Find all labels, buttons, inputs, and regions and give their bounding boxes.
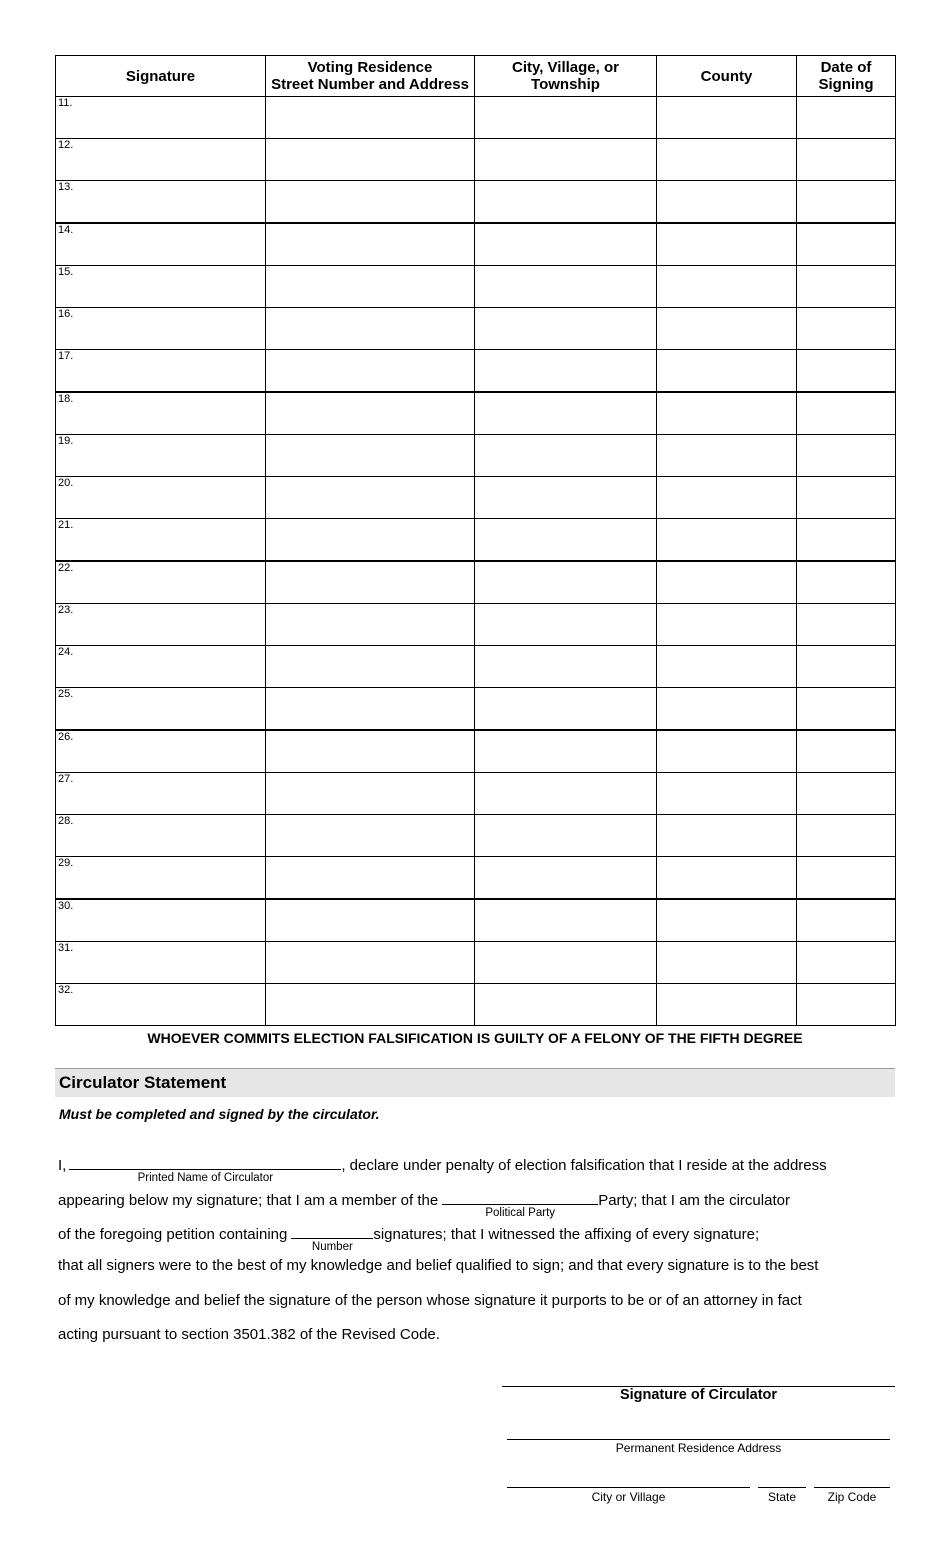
- table-row: [56, 773, 896, 815]
- city-cell[interactable]: [475, 97, 657, 139]
- row-number: 26.: [58, 731, 74, 743]
- table-row: [56, 139, 896, 181]
- signature-cell[interactable]: [56, 477, 266, 519]
- date-cell[interactable]: [797, 97, 896, 139]
- signature-cell[interactable]: [56, 97, 266, 139]
- county-cell[interactable]: [657, 308, 797, 350]
- circulator-section-title: Circulator Statement: [59, 1073, 227, 1092]
- table-row: [56, 181, 896, 224]
- signature-cell[interactable]: [56, 435, 266, 477]
- signature-cell[interactable]: [56, 857, 266, 900]
- county-cell[interactable]: [657, 392, 797, 435]
- signature-cell[interactable]: [56, 984, 266, 1026]
- header-signature: Signature: [56, 56, 266, 97]
- row-number: 17.: [58, 350, 74, 362]
- date-cell[interactable]: [797, 646, 896, 688]
- city-cell[interactable]: [475, 604, 657, 646]
- date-cell[interactable]: [797, 984, 896, 1026]
- city-cell[interactable]: [475, 350, 657, 393]
- residence-address-line[interactable]: [507, 1439, 890, 1440]
- political-party-caption: Political Party: [485, 1207, 556, 1219]
- date-cell[interactable]: [797, 519, 896, 562]
- county-cell[interactable]: [657, 604, 797, 646]
- statement-line-3: of the foregoing petition containing Number signatures; that I witnessed the affixing of every signature;: [58, 1221, 759, 1245]
- county-cell[interactable]: [657, 477, 797, 519]
- city-cell[interactable]: [475, 984, 657, 1026]
- address-cell[interactable]: [266, 899, 475, 942]
- address-cell[interactable]: [266, 730, 475, 773]
- signature-cell[interactable]: [56, 646, 266, 688]
- printed-name-caption: Printed Name of Circulator: [137, 1172, 274, 1184]
- signature-cell[interactable]: [56, 942, 266, 984]
- city-cell[interactable]: [475, 899, 657, 942]
- signature-cell[interactable]: [56, 730, 266, 773]
- date-cell[interactable]: [797, 730, 896, 773]
- address-cell[interactable]: [266, 181, 475, 224]
- row-number: 14.: [58, 224, 74, 236]
- address-cell[interactable]: [266, 139, 475, 181]
- date-cell[interactable]: [797, 604, 896, 646]
- header-voting-residence: Voting Residence Street Number and Address: [266, 56, 475, 97]
- county-cell[interactable]: [657, 942, 797, 984]
- date-cell[interactable]: [797, 139, 896, 181]
- table-row: [56, 308, 896, 350]
- city-cell[interactable]: [475, 646, 657, 688]
- row-number: 27.: [58, 773, 74, 785]
- table-header-row: [56, 56, 896, 97]
- address-cell[interactable]: [266, 773, 475, 815]
- address-cell[interactable]: [266, 435, 475, 477]
- signature-cell[interactable]: [56, 688, 266, 731]
- row-number: 24.: [58, 646, 74, 658]
- header-county: County: [657, 56, 797, 97]
- county-cell[interactable]: [657, 688, 797, 731]
- city-cell[interactable]: [475, 857, 657, 900]
- row-number: 29.: [58, 857, 74, 869]
- row-number: 32.: [58, 984, 74, 996]
- signature-table: [55, 55, 896, 1026]
- row-number: 23.: [58, 604, 74, 616]
- row-number: 20.: [58, 477, 74, 489]
- statement-line-5: of my knowledge and belief the signature of the person whose signature it purports to be or of an attorney in fact: [58, 1292, 802, 1309]
- date-cell[interactable]: [797, 561, 896, 604]
- table-row: [56, 350, 896, 393]
- table-row: [56, 477, 896, 519]
- date-cell[interactable]: [797, 392, 896, 435]
- zip-code-line[interactable]: [814, 1487, 890, 1488]
- row-number: 11.: [58, 97, 73, 109]
- address-cell[interactable]: [266, 350, 475, 393]
- date-cell[interactable]: [797, 223, 896, 266]
- city-cell[interactable]: [475, 181, 657, 224]
- county-cell[interactable]: [657, 519, 797, 562]
- city-cell[interactable]: [475, 815, 657, 857]
- residence-address-label: Permanent Residence Address: [615, 1441, 782, 1455]
- date-cell[interactable]: [797, 688, 896, 731]
- state-label: State: [767, 1490, 797, 1504]
- row-number: 30.: [58, 900, 74, 912]
- city-cell[interactable]: [475, 773, 657, 815]
- table-row: [56, 223, 896, 266]
- date-cell[interactable]: [797, 435, 896, 477]
- county-cell[interactable]: [657, 181, 797, 224]
- signature-cell[interactable]: [56, 773, 266, 815]
- table-row: [56, 688, 896, 731]
- city-cell[interactable]: [475, 477, 657, 519]
- address-cell[interactable]: [266, 266, 475, 308]
- city-cell[interactable]: [475, 688, 657, 731]
- address-cell[interactable]: [266, 223, 475, 266]
- table-row: [56, 646, 896, 688]
- county-cell[interactable]: [657, 646, 797, 688]
- signature-cell[interactable]: [56, 223, 266, 266]
- address-cell[interactable]: [266, 308, 475, 350]
- table-row: [56, 435, 896, 477]
- row-number: 19.: [58, 435, 74, 447]
- county-cell[interactable]: [657, 857, 797, 900]
- city-cell[interactable]: [475, 308, 657, 350]
- header-date-of-signing: Date of Signing: [797, 56, 896, 97]
- state-line[interactable]: [758, 1487, 806, 1488]
- address-cell[interactable]: [266, 815, 475, 857]
- county-cell[interactable]: [657, 730, 797, 773]
- date-cell[interactable]: [797, 477, 896, 519]
- table-row: [56, 984, 896, 1026]
- county-cell[interactable]: [657, 561, 797, 604]
- county-cell[interactable]: [657, 984, 797, 1026]
- table-row: [56, 899, 896, 942]
- header-city-village-township: City, Village, or Township: [475, 56, 657, 97]
- date-cell[interactable]: [797, 350, 896, 393]
- county-cell[interactable]: [657, 223, 797, 266]
- signature-count-field[interactable]: [291, 1221, 373, 1253]
- row-number: 22.: [58, 562, 74, 574]
- signature-cell[interactable]: [56, 815, 266, 857]
- date-cell[interactable]: [797, 308, 896, 350]
- row-number: 12.: [58, 139, 74, 151]
- address-cell[interactable]: [266, 857, 475, 900]
- circulator-instructions: Must be completed and signed by the circulator.: [59, 1106, 380, 1122]
- table-row: [56, 519, 896, 562]
- address-cell[interactable]: [266, 942, 475, 984]
- county-cell[interactable]: [657, 435, 797, 477]
- signature-cell[interactable]: [56, 308, 266, 350]
- table-row: [56, 392, 896, 435]
- county-cell[interactable]: [657, 97, 797, 139]
- signature-cell[interactable]: [56, 519, 266, 562]
- circulator-signature-label: Signature of Circulator: [619, 1387, 778, 1403]
- county-cell[interactable]: [657, 139, 797, 181]
- signature-cell[interactable]: [56, 181, 266, 224]
- row-number: 18.: [58, 393, 74, 405]
- city-village-line[interactable]: [507, 1487, 750, 1488]
- table-row: [56, 97, 896, 139]
- statement-line-6: acting pursuant to section 3501.382 of the Revised Code.: [58, 1326, 440, 1343]
- city-cell[interactable]: [475, 266, 657, 308]
- signature-count-caption: Number: [311, 1241, 353, 1253]
- city-cell[interactable]: [475, 561, 657, 604]
- city-cell[interactable]: [475, 392, 657, 435]
- city-village-label: City or Village: [591, 1490, 666, 1504]
- printed-name-field[interactable]: [69, 1152, 341, 1184]
- signature-cell[interactable]: [56, 350, 266, 393]
- row-number: 25.: [58, 688, 74, 700]
- county-cell[interactable]: [657, 773, 797, 815]
- table-row: [56, 730, 896, 773]
- address-cell[interactable]: [266, 477, 475, 519]
- table-row: [56, 815, 896, 857]
- signature-cell[interactable]: [56, 561, 266, 604]
- address-cell[interactable]: [266, 97, 475, 139]
- statement-line-2: appearing below my signature; that I am a member of the Political Party Party; that I am the circulator: [58, 1187, 790, 1211]
- row-number: 15.: [58, 266, 74, 278]
- address-cell[interactable]: [266, 688, 475, 731]
- address-cell[interactable]: [266, 561, 475, 604]
- row-number: 13.: [58, 181, 74, 193]
- county-cell[interactable]: [657, 899, 797, 942]
- row-number: 21.: [58, 519, 74, 531]
- political-party-field[interactable]: [442, 1187, 598, 1219]
- signature-cell[interactable]: [56, 604, 266, 646]
- date-cell[interactable]: [797, 266, 896, 308]
- address-cell[interactable]: [266, 984, 475, 1026]
- row-number: 31.: [58, 942, 74, 954]
- address-cell[interactable]: [266, 519, 475, 562]
- row-number: 28.: [58, 815, 74, 827]
- row-number: 16.: [58, 308, 74, 320]
- county-cell[interactable]: [657, 815, 797, 857]
- signature-cell[interactable]: [56, 899, 266, 942]
- address-cell[interactable]: [266, 604, 475, 646]
- city-cell[interactable]: [475, 223, 657, 266]
- date-cell[interactable]: [797, 815, 896, 857]
- falsification-warning: WHOEVER COMMITS ELECTION FALSIFICATION IS GUILTY OF A FELONY OF THE FIFTH DEGREE: [147, 1030, 803, 1046]
- table-row: [56, 266, 896, 308]
- city-cell[interactable]: [475, 139, 657, 181]
- city-cell[interactable]: [475, 435, 657, 477]
- date-cell[interactable]: [797, 181, 896, 224]
- city-cell[interactable]: [475, 942, 657, 984]
- address-cell[interactable]: [266, 646, 475, 688]
- date-cell[interactable]: [797, 899, 896, 942]
- table-row: [56, 942, 896, 984]
- signature-cell[interactable]: [56, 266, 266, 308]
- address-cell[interactable]: [266, 392, 475, 435]
- county-cell[interactable]: [657, 266, 797, 308]
- date-cell[interactable]: [797, 857, 896, 900]
- table-row: [56, 561, 896, 604]
- date-cell[interactable]: [797, 773, 896, 815]
- statement-line-4: that all signers were to the best of my knowledge and belief qualified to sign; and that every signature is to the best: [58, 1257, 819, 1274]
- signature-cell[interactable]: [56, 392, 266, 435]
- table-row: [56, 857, 896, 900]
- city-cell[interactable]: [475, 519, 657, 562]
- signature-cell[interactable]: [56, 139, 266, 181]
- statement-line-1: I, Printed Name of Circulator , declare under penalty of election falsification that I reside at the address: [58, 1152, 827, 1176]
- table-row: [56, 604, 896, 646]
- zip-code-label: Zip Code: [827, 1490, 877, 1504]
- date-cell[interactable]: [797, 942, 896, 984]
- circulator-section-header: [55, 1068, 895, 1097]
- county-cell[interactable]: [657, 350, 797, 393]
- city-cell[interactable]: [475, 730, 657, 773]
